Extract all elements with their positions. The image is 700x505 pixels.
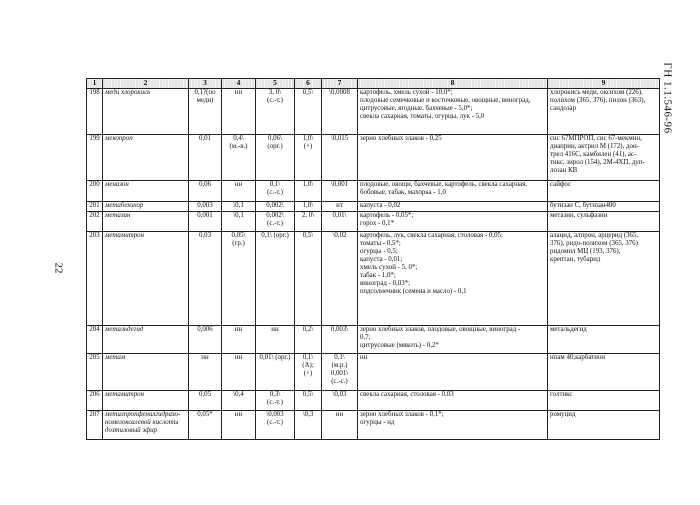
mdu-value [322, 391, 358, 411]
preparation-names [548, 89, 660, 135]
cell-line: трел 416С, камбилен (41), ас- [550, 151, 637, 158]
cell-line: ромуцид [550, 411, 576, 418]
soil-limit [295, 202, 322, 212]
cell-line: 0,05\ [231, 232, 246, 239]
water-limit [222, 202, 256, 212]
soil-limit [295, 354, 322, 391]
page-number: 22 [52, 262, 65, 274]
cell-line: (+) [303, 370, 313, 377]
cell-line: картофель - 0,05*; [360, 212, 414, 219]
adi-value [189, 89, 222, 135]
cell-line: \0,1 [233, 212, 244, 219]
cell-line: огурцы - нд [360, 419, 395, 426]
cell-line: (А); [302, 362, 314, 369]
cell-line: 0,003 [197, 202, 213, 209]
cell-line: сандозар [550, 105, 577, 112]
crop-residue-limits [358, 181, 548, 202]
cell-line: сис 67МПРОП, сис 67-мекмин, [550, 135, 642, 142]
substance-name: метамитрон [103, 391, 189, 411]
cell-line: лозан КВ [550, 167, 578, 174]
header-cell: 1 [87, 79, 103, 89]
cell-line: 0,1\ [302, 354, 314, 361]
substance-name: меди хлорокись [103, 89, 189, 135]
water-limit [222, 354, 256, 391]
cell-line: нн [360, 354, 368, 361]
document-code: ГН 1.1.546-96 [661, 62, 674, 134]
preparation-names [548, 232, 660, 326]
preparation-names [548, 135, 660, 181]
air-limit [256, 326, 295, 354]
soil-limit [295, 181, 322, 202]
mdu-value [322, 354, 358, 391]
water-limit [222, 89, 256, 135]
substance-name [103, 411, 189, 440]
cell-line: (м.р.) [331, 362, 348, 369]
cell-line: 0,4\ [233, 135, 244, 142]
cell-line: картофель, лук, свекла сахарная, столовая - 0,05; [360, 232, 503, 239]
cell-line: \0,02 [332, 232, 347, 239]
crop-residue-limits [358, 202, 548, 212]
adi-value [189, 232, 222, 326]
cell-line: (с.-т.) [267, 419, 283, 426]
soil-limit [295, 411, 322, 440]
cell-line: подсолнечник (семена и масло) - 0,1 [360, 288, 467, 295]
cell-line: (с.-т.) [267, 399, 283, 406]
crop-residue-limits [358, 391, 548, 411]
cell-line: \0,4 [233, 391, 244, 398]
cell-line: 0,2\ [302, 326, 314, 333]
preparation-names [548, 391, 660, 411]
header-cell: 9 [548, 79, 660, 89]
cell-line: 3, 0\ [268, 89, 282, 96]
adi-value [189, 326, 222, 354]
adi-value [189, 212, 222, 232]
cell-line: 0,001 [197, 212, 213, 219]
cell-line: нн [234, 411, 243, 418]
preparation-names [548, 354, 660, 391]
table-header-row [87, 79, 660, 89]
cell-line: метилпропфенилгидразо- [105, 411, 181, 418]
cell-line: (с.-с.) [331, 378, 348, 385]
cell-line: плодовые, овощи, бахчевые, картофель, свекла сахарная, [360, 181, 527, 188]
mdu-value [322, 326, 358, 354]
row-number: 198 [87, 89, 103, 135]
crop-residue-limits [358, 326, 548, 354]
table-row [87, 181, 660, 202]
adi-value [189, 135, 222, 181]
cell-line: 0,5\ [302, 391, 314, 398]
table-row [87, 326, 660, 354]
substance-name: метабензхор [103, 202, 189, 212]
cell-line: 0,1\ (орг.) [261, 232, 289, 239]
cell-line: алацид, алпрон, арцерид (365, [550, 232, 639, 239]
cell-line: нн [201, 354, 209, 361]
cell-line: нпам 40,карбатион [550, 354, 606, 361]
substance-name: метазин [103, 212, 189, 232]
cell-line: ридомил МЦ (193, 376), [550, 248, 621, 255]
cell-line: (с.-т.) [267, 189, 283, 196]
mdu-value [322, 181, 358, 202]
soil-limit [295, 135, 322, 181]
soil-limit [295, 326, 322, 354]
substance-name: метамитрон [103, 232, 189, 326]
crop-residue-limits [358, 232, 548, 326]
preparation-names [548, 202, 660, 212]
cell-line: капуста - 0,01; [360, 256, 403, 263]
adi-value [189, 181, 222, 202]
header-cell: 5 [256, 79, 295, 89]
crop-residue-limits [358, 354, 548, 391]
cell-line: 0,001\ [330, 370, 349, 377]
water-limit [222, 135, 256, 181]
row-number: 199 [87, 135, 103, 181]
cell-line: \0,03 [332, 391, 347, 398]
water-limit [222, 391, 256, 411]
cell-line: капуста - 0,02 [360, 202, 401, 209]
cell-line: \0,1 [233, 202, 244, 209]
cell-line: свекла сахарная, столовая - 0,03 [360, 391, 454, 398]
water-limit [222, 411, 256, 440]
cell-line: 0,002\ [266, 212, 284, 219]
cell-line: полихом (365, 376), пилон (363), [550, 97, 646, 104]
cell-line: 1,0\ [302, 135, 314, 142]
cell-line: 0,05* [197, 411, 213, 418]
preparation-names [548, 326, 660, 354]
cell-line: нт [336, 202, 343, 209]
cell-line: \0,0008 [329, 89, 350, 96]
preparation-names [548, 411, 660, 440]
cell-line: (с.-т.) [267, 220, 283, 227]
crop-residue-limits [358, 411, 548, 440]
cell-line: картофель, хмель сухой - 10,0*; [360, 89, 453, 96]
soil-limit [295, 232, 322, 326]
cell-line: огурцы - 0,5; [360, 248, 398, 255]
cell-line: (гр.) [232, 240, 245, 247]
adi-value [189, 391, 222, 411]
adi-value [189, 354, 222, 391]
row-number: 203 [87, 232, 103, 326]
soil-limit [295, 89, 322, 135]
preparation-names [548, 181, 660, 202]
cell-line: 0,5\ [302, 232, 314, 239]
row-number: 204 [87, 326, 103, 354]
mdu-value [322, 135, 358, 181]
cell-line: зерно хлебных злаков - 0,25 [360, 135, 442, 142]
cell-line: бобовые, табак, махорка - 1,0 [360, 189, 446, 196]
cell-line: 0,06\ [268, 135, 282, 142]
cell-line: нн [234, 181, 243, 188]
cell-line: цитрусовые, ягодные, бахчевые - 5,0*; [360, 105, 473, 112]
air-limit [256, 181, 295, 202]
cell-line: нн [234, 326, 243, 333]
mdu-value [322, 411, 358, 440]
air-limit [256, 354, 295, 391]
row-number: 206 [87, 391, 103, 411]
cell-line: 0,03 [198, 232, 212, 239]
crop-residue-limits [358, 89, 548, 135]
air-limit [256, 391, 295, 411]
row-number: 205 [87, 354, 103, 391]
cell-line: метазин, сульфазин [550, 212, 608, 219]
cell-line: диаприн, актрил М (172), дон- [550, 143, 639, 150]
cell-line: тикс, зирол (154), 2М-4ХП, дуп- [550, 159, 645, 166]
table-row [87, 354, 660, 391]
cell-line: 0,01\ (орг.) [259, 354, 291, 361]
header-cell: 6 [295, 79, 322, 89]
cell-line: 0,1\ [269, 181, 281, 188]
cell-line: зерно хлебных злаков - 0,1*; [360, 411, 444, 418]
cell-line: меди) [196, 97, 214, 104]
adi-value [189, 202, 222, 212]
substance-name: мекопроп [103, 135, 189, 181]
cell-line: виноград - 0,03*; [360, 280, 411, 287]
pesticide-regulation-table [86, 78, 660, 440]
cell-line: 0,1\ [334, 354, 345, 361]
cell-line: 376), ридо-полихом (365, 376) [550, 240, 638, 247]
table-row [87, 411, 660, 440]
cell-line: 0,06 [198, 181, 212, 188]
substance-name: метам [103, 354, 189, 391]
substance-name: меназон [103, 181, 189, 202]
air-limit [256, 411, 295, 440]
header-cell: 2 [103, 79, 189, 89]
water-limit [222, 232, 256, 326]
cell-line: нн [234, 354, 243, 361]
header-cell: 3 [189, 79, 222, 89]
mdu-value [322, 89, 358, 135]
cell-line: 0,3\ [269, 391, 281, 398]
cell-line: 0,01 [198, 135, 212, 142]
cell-line: дозтиловый эфир [105, 427, 158, 434]
cell-line: табак - 1,0*; [360, 272, 396, 279]
table-row [87, 135, 660, 181]
header-cell: 8 [358, 79, 548, 89]
cell-line: горох - 0,1* [360, 220, 395, 227]
cell-line: цитрусовые (мякоть) - 0,2* [360, 342, 439, 349]
water-limit [222, 181, 256, 202]
cell-line: 0,006 [197, 326, 213, 333]
water-limit [222, 326, 256, 354]
cell-line: (м.-в.) [229, 143, 248, 150]
row-number: 207 [87, 411, 103, 440]
crop-residue-limits [358, 212, 548, 232]
mdu-value [322, 202, 358, 212]
cell-line: \0,3 [302, 411, 314, 418]
mdu-value [322, 212, 358, 232]
cell-line: хлорокись меди, оксихом (226), [550, 89, 643, 96]
soil-limit [295, 212, 322, 232]
row-number: 200 [87, 181, 103, 202]
table-row [87, 212, 660, 232]
cell-line: (+) [303, 143, 313, 150]
cell-line: нн [335, 411, 344, 418]
cell-line: 0,1?(по [194, 89, 216, 96]
water-limit [222, 212, 256, 232]
cell-line: нн [234, 89, 243, 96]
cell-line: сайфос [550, 181, 572, 188]
table-row [87, 232, 660, 326]
table-row [87, 391, 660, 411]
cell-line: голтикс [550, 391, 573, 398]
cell-line: 0,7; [360, 334, 371, 341]
cell-line: бутизан С, бутизан400 [550, 202, 616, 209]
table-row [87, 89, 660, 135]
cell-line: томаты - 0,5*; [360, 240, 401, 247]
cell-line: \0,015 [330, 135, 349, 142]
cell-line: крептан, тубарид [550, 256, 601, 263]
soil-limit [295, 391, 322, 411]
cell-line: плодовые семечковые и косточковые, овощные, виноград, [360, 97, 531, 104]
cell-line: номелоксалевой кислоты [105, 419, 179, 426]
air-limit [256, 232, 295, 326]
cell-line: 0,002\ [266, 202, 284, 209]
row-number: 201 [87, 202, 103, 212]
cell-line: зерно хлебных злаков, плодовые, овощные, виноград - [360, 326, 521, 333]
substance-name: метальдегид [103, 326, 189, 354]
cell-line: свекла сахарная, томаты, огурцы, лук - 5,0 [360, 113, 485, 120]
cell-line: хмель сухой - 5, 0*; [360, 264, 418, 271]
cell-line: \0,003 [266, 411, 284, 418]
air-limit [256, 135, 295, 181]
cell-line: (орг.) [267, 143, 283, 150]
cell-line: 0,01\ [332, 212, 347, 219]
cell-line: нн [271, 326, 279, 333]
cell-line: 1,0\ [302, 181, 314, 188]
adi-value [189, 411, 222, 440]
cell-line: 1,0\ [302, 202, 314, 209]
air-limit [256, 212, 295, 232]
cell-line: (с.-т.) [267, 97, 283, 104]
cell-line: \0,001 [330, 181, 349, 188]
mdu-value [322, 232, 358, 326]
header-cell: 7 [322, 79, 358, 89]
air-limit [256, 89, 295, 135]
crop-residue-limits [358, 135, 548, 181]
air-limit [256, 202, 295, 212]
cell-line: 0,5\ [302, 89, 314, 96]
cell-line: 0,05 [198, 391, 212, 398]
preparation-names [548, 212, 660, 232]
cell-line: метальдегид [550, 326, 587, 333]
cell-line: 2, 0\ [301, 212, 315, 219]
header-cell: 4 [222, 79, 256, 89]
cell-line: 0,003\ [330, 326, 349, 333]
row-number: 202 [87, 212, 103, 232]
table-row [87, 202, 660, 212]
